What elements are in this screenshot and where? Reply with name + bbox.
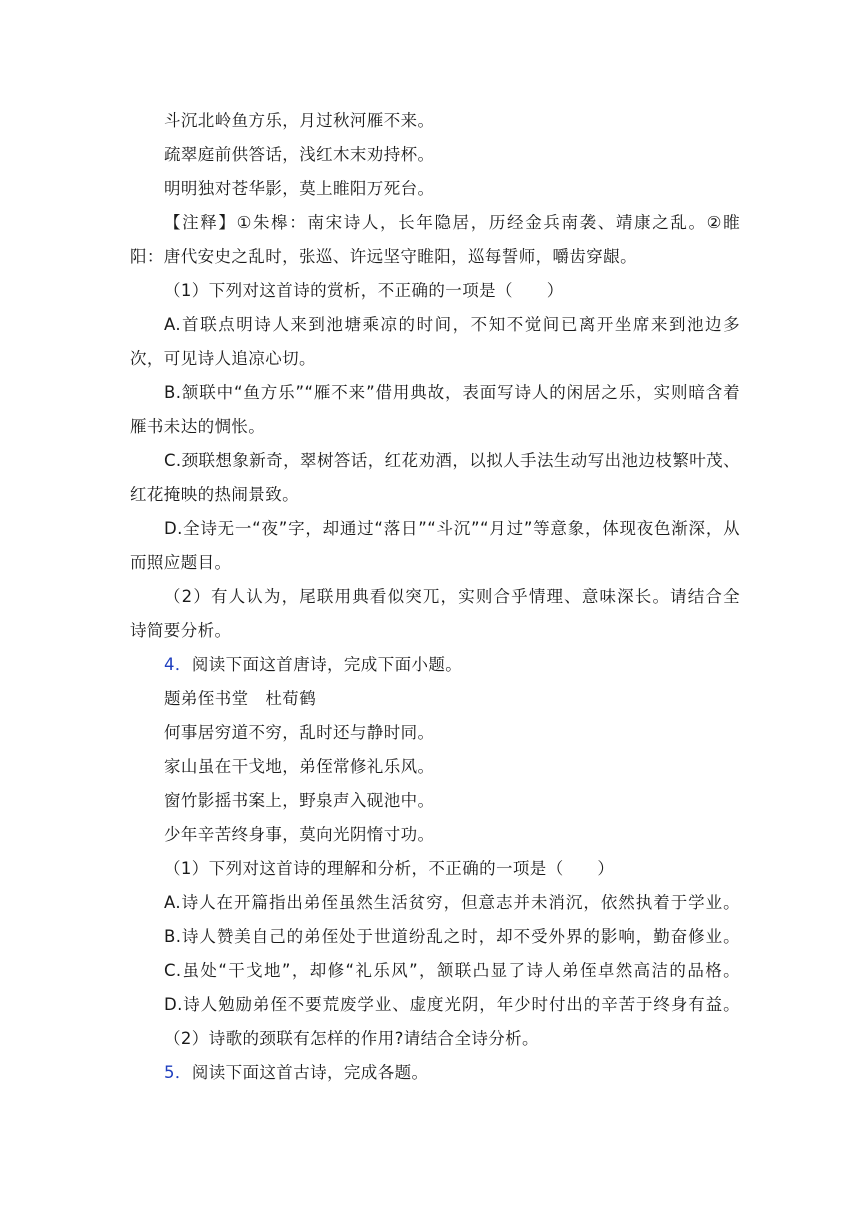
question-number: 4． bbox=[164, 655, 192, 674]
question-heading bbox=[164, 1062, 740, 1084]
question-prompt-continued: 诗简要分析。 bbox=[130, 621, 232, 640]
option-b: B.诗人赞美自己的弟侄处于世道纷乱之时，却不受外界的影响，勤奋修业。 bbox=[164, 927, 740, 946]
question-instruction: 阅读下面这首古诗，完成各题。 bbox=[191, 1063, 429, 1082]
poem-line: 何事居穷道不穷，乱时还与静时同。 bbox=[164, 723, 435, 742]
poem-title: 题弟侄书堂 杜荀鹤 bbox=[164, 689, 317, 708]
poem-line: 少年辛苦终身事，莫向光阴惰寸功。 bbox=[164, 825, 435, 844]
option-c-continued: 红花掩映的热闹景致。 bbox=[130, 485, 299, 504]
option-c: C.虽处“干戈地”，却修“礼乐风”，颔联凸显了诗人弟侄卓然高洁的品格。 bbox=[164, 961, 740, 980]
option-a: A.首联点明诗人来到池塘乘凉的时间，不知不觉间已离开坐席来到池边多 bbox=[164, 315, 740, 334]
question-instruction: 阅读下面这首唐诗，完成下面小题。 bbox=[191, 655, 463, 674]
question-prompt: （2）有人认为，尾联用典看似突兀，实则合乎情理、意味深长。请结合全 bbox=[164, 587, 740, 606]
question-heading bbox=[164, 654, 740, 676]
annotation-note: 【注释】①朱槔：南宋诗人，长年隐居，历经金兵南袭、靖康之乱。②睢 bbox=[164, 213, 740, 232]
option-d: D.诗人勉励弟侄不要荒废学业、虚度光阴，年少时付出的辛苦于终身有益。 bbox=[164, 995, 740, 1014]
poem-line: 窗竹影摇书案上，野泉声入砚池中。 bbox=[164, 791, 435, 810]
option-d: D.全诗无一“夜”字，却通过“落日”“斗沉”“月过”等意象，体现夜色渐深，从 bbox=[164, 519, 740, 538]
poem-line: 明明独对苍华影，莫上睢阳万死台。 bbox=[164, 179, 435, 198]
question-prompt: （1）下列对这首诗的理解和分析，不正确的一项是（ ） bbox=[164, 859, 615, 878]
question-prompt: （2）诗歌的颈联有怎样的作用?请结合全诗分析。 bbox=[164, 1029, 539, 1048]
question-prompt: （1）下列对这首诗的赏析，不正确的一项是（ ） bbox=[164, 281, 564, 300]
option-a: A.诗人在开篇指出弟侄虽然生活贫穷，但意志并未消沉，依然执着于学业。 bbox=[164, 893, 740, 912]
annotation-note-continued: 阳：唐代安史之乱时，张巡、许远坚守睢阳，巡每誓师，嚼齿穿龈。 bbox=[130, 247, 637, 266]
poem-line: 斗沉北岭鱼方乐，月过秋河雁不来。 bbox=[164, 111, 435, 130]
option-b-continued: 雁书未达的惆怅。 bbox=[130, 417, 266, 436]
poem-line: 疏翠庭前供答话，浅红木末劝持杯。 bbox=[164, 145, 435, 164]
poem-line: 家山虽在干戈地，弟侄常修礼乐风。 bbox=[164, 757, 435, 776]
option-d-continued: 而照应题目。 bbox=[130, 553, 232, 572]
option-b: B.颔联中“鱼方乐”“雁不来”借用典故，表面写诗人的闲居之乐，实则暗含着 bbox=[164, 383, 740, 402]
question-number: 5． bbox=[164, 1063, 192, 1082]
option-c: C.颈联想象新奇，翠树答话，红花劝酒，以拟人手法生动写出池边枝繁叶茂、 bbox=[164, 451, 740, 470]
option-a-continued: 次，可见诗人追凉心切。 bbox=[130, 349, 316, 368]
